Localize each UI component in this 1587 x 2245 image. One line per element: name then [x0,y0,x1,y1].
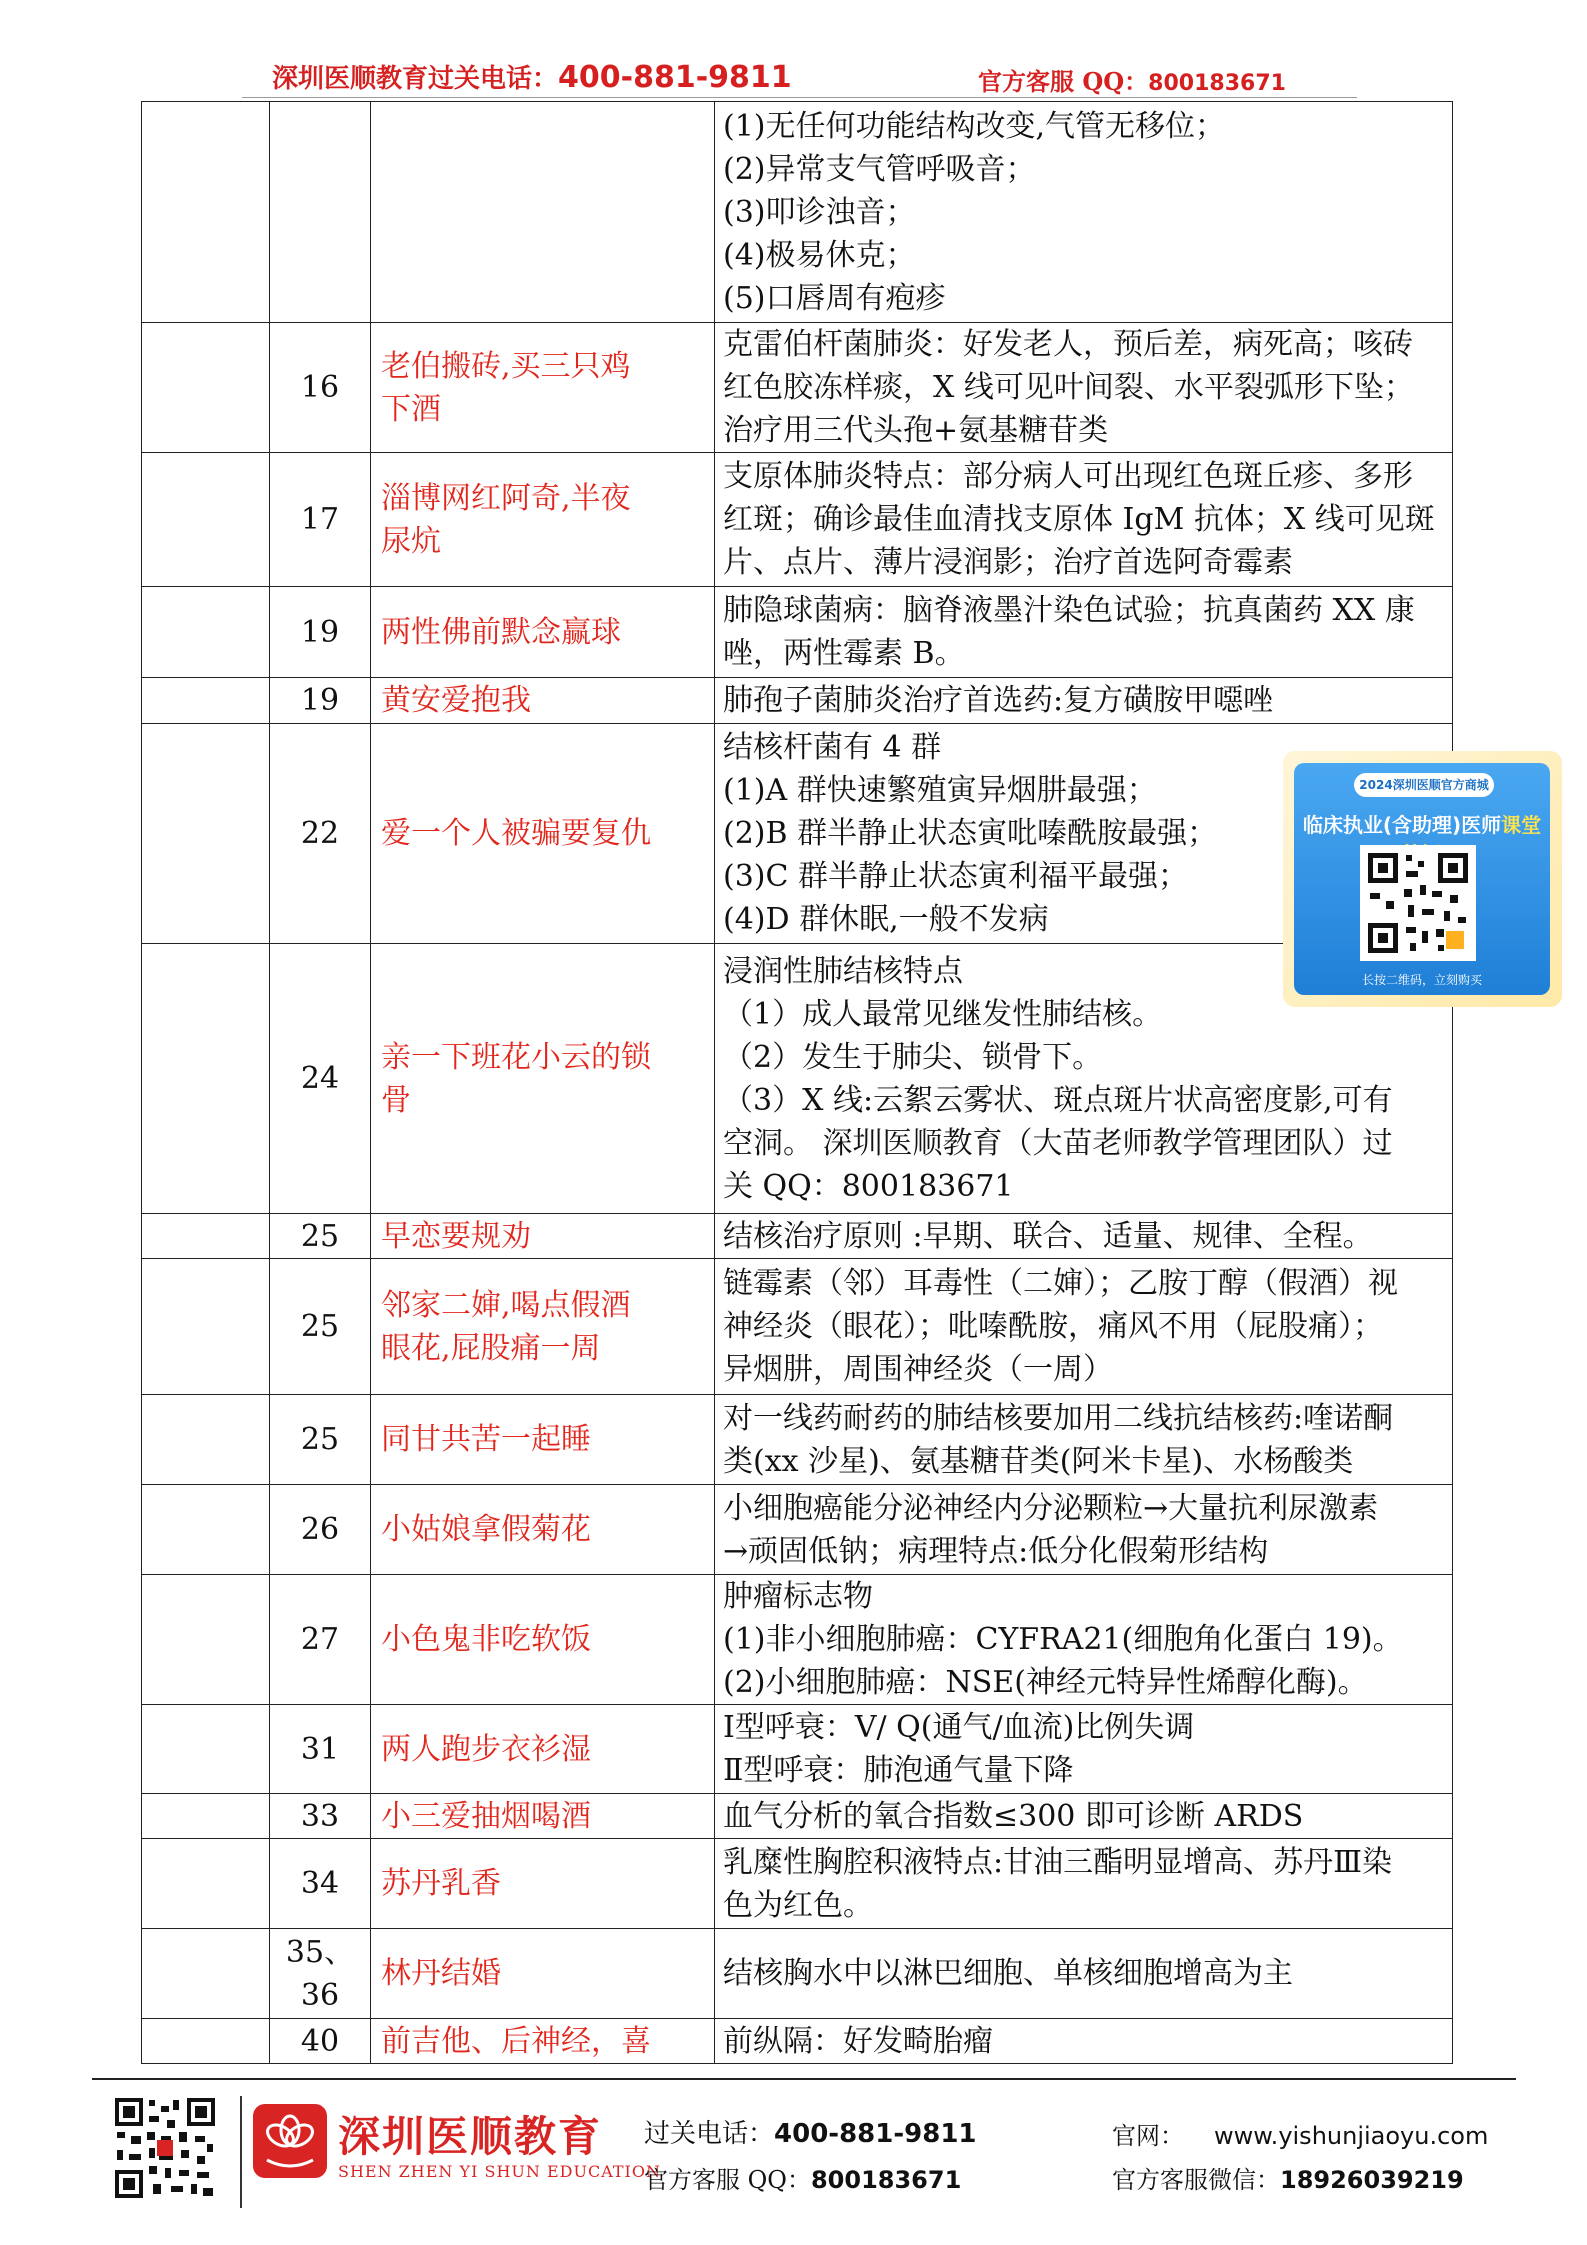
row-number-text: 33 [300,1798,340,1834]
footer-wechat-label: 官方客服微信： [1112,2166,1280,2194]
row-number-text: 25 [300,1218,340,1254]
blank-cell [142,2019,270,2064]
row-number [270,102,371,323]
content-line: 肺孢子菌肺炎治疗首选药:复方磺胺甲噁唑 [723,683,1274,718]
promo-card[interactable] [1283,751,1562,1007]
mnemonic-cell [371,1395,715,1485]
content-line: 克雷伯杆菌肺炎：好发老人，预后差，病死高；咳砖 [723,327,1413,362]
footer-qq [644,2160,961,2195]
table-row [142,944,1453,1214]
mnemonic-text: 前吉他、后神经，喜 [381,2023,651,2059]
content-line: 浸润性肺结核特点 [723,953,963,989]
content-line: (5)口唇周有疱疹 [723,280,946,316]
footer-qr-code-icon[interactable] [113,2096,217,2200]
mnemonic-cell [371,678,715,724]
content-line: 治疗用三代头孢+氨基糖苷类 [723,413,1109,448]
row-number [270,2019,371,2064]
content-cell [715,453,1453,587]
row-number-text: 35、 [285,1934,355,1970]
mnemonic-cell [371,1794,715,1839]
mnemonic-text: 小三爱抽烟喝酒 [381,1798,591,1834]
footer-wechat [1112,2160,1464,2195]
blank-cell [142,102,270,323]
row-number-text: 31 [300,1731,340,1767]
mnemonic-text: 亲一下班花小云的锁 [381,1039,651,1075]
row-number-text: 22 [300,816,340,851]
brand-name-en: SHEN ZHEN YI SHUN EDUCATION [338,2162,661,2181]
content-cell [715,1395,1453,1485]
table-row [142,678,1453,724]
table-row [142,1929,1453,2019]
content-cell [715,1705,1453,1794]
mnemonic-text: 两性佛前默念赢球 [381,614,621,650]
row-number [270,724,371,944]
content-line: →顽固低钠；病理特点:低分化假菊形结构 [723,1533,1269,1569]
mnemonic-cell [371,2019,715,2064]
row-number-text: 36 [300,1977,340,2013]
row-number-text: 25 [300,1309,340,1344]
content-line: 异烟肼，周围神经炎（一周） [723,1352,1113,1387]
row-number-text: 19 [300,614,340,650]
content-line: (2)小细胞肺癌：NSE(神经元特异性烯醇化酶)。 [723,1665,1368,1700]
row-number [270,944,371,1214]
content-line: 链霉素（邻）耳毒性（二婶）；乙胺丁醇（假酒）视 [723,1266,1398,1301]
mnemonic-text: 林丹结婚 [381,1956,501,1991]
footer-site-link[interactable]: www.yishunjiaoyu.com [1214,2122,1489,2150]
table-row [142,1794,1453,1839]
table-row [142,1395,1453,1485]
mnemonic-text: 尿炕 [381,523,441,559]
mnemonic-text: 早恋要规劝 [381,1218,531,1254]
content-line: 小细胞癌能分泌神经内分泌颗粒→大量抗利尿激素 [723,1490,1379,1526]
footer-phone-number[interactable]: 400-881-9811 [774,2119,977,2149]
content-line: 血气分析的氧合指数≤300 即可诊断 ARDS [723,1798,1304,1834]
blank-cell [142,1794,270,1839]
row-number-text: 27 [300,1622,340,1657]
content-line: 前纵隔：好发畸胎瘤 [723,2023,993,2059]
row-number-text: 26 [300,1512,340,1547]
content-line: 片、点片、薄片浸润影；治疗首选阿奇霉素 [723,545,1293,580]
mnemonic-cell [371,323,715,453]
blank-cell [142,678,270,724]
header-qq-number[interactable]: 800183671 [1148,71,1286,96]
content-cell [715,2019,1453,2064]
mnemonic-cell [371,1839,715,1929]
header-qq [978,62,1286,97]
header-phone-label: 深圳医顺教育过关电话： [272,64,559,94]
row-number-text: 16 [300,370,340,405]
content-cell [715,1929,1453,2019]
content-cell [715,1794,1453,1839]
content-line: 类(xx 沙星)、氨基糖苷类(阿米卡星)、水杨酸类 [723,1443,1354,1479]
row-number [270,453,371,587]
footer-divider [92,2078,1516,2080]
table-row [142,323,1453,453]
footer-separator [240,2096,242,2208]
content-line: Ⅱ型呼衰：肺泡通气量下降 [723,1753,1074,1788]
footer-qq-number[interactable]: 800183671 [810,2166,962,2194]
mnemonic-cell [371,1929,715,2019]
promo-hint: 长按二维码，立刻购买 [1361,973,1482,987]
mnemonic-cell [371,1214,715,1259]
footer-wechat-number[interactable]: 18926039219 [1280,2166,1464,2194]
row-number-text: 17 [300,502,340,537]
blank-cell [142,1839,270,1929]
content-cell [715,323,1453,453]
content-line: 红斑；确诊最佳血清找支原体 IgM 抗体；X 线可见斑 [723,502,1435,537]
table-row [142,1705,1453,1794]
row-number [270,1395,371,1485]
brand-name: 深圳医顺教育 [338,2112,603,2161]
content-line: （3）X 线:云絮云雾状、斑点斑片状高密度影,可有 [723,1082,1393,1118]
content-line: 对一线药耐药的肺结核要加用二线抗结核药:喹诺酮 [723,1400,1394,1436]
mnemonic-cell [371,1575,715,1705]
content-cell [715,1575,1453,1705]
content-line: 肺隐球菌病：脑脊液墨汁染色试验；抗真菌药 XX 康 [723,593,1415,628]
content-line: (3)叩诊浊音； [723,194,916,230]
blank-cell [142,1395,270,1485]
mnemonic-text: 骨 [381,1082,411,1118]
mnemonic-cell [371,1485,715,1575]
table-row [142,1839,1453,1929]
mnemonic-cell [371,1705,715,1794]
header-phone [272,58,792,95]
mnemonic-text: 黄安爱抱我 [381,683,531,718]
row-number [270,1705,371,1794]
table-row [142,724,1453,944]
blank-cell [142,1575,270,1705]
row-number [270,678,371,724]
content-line: （2）发生于肺尖、锁骨下。 [723,1039,1103,1075]
mnemonic-text: 邻家二婶,喝点假酒 [381,1287,631,1323]
content-line: (2)B 群半静止状态寅吡嗪酰胺最强； [723,816,1218,851]
mnemonic-text: 同甘共苦一起睡 [381,1422,591,1457]
mnemonic-text: 淄博网红阿奇,半夜 [381,480,631,516]
content-line: 空洞。 深圳医顺教育（大苗老师教学管理团队）过 [723,1125,1393,1161]
content-line: (1)非小细胞肺癌：CYFRA21(细胞角化蛋白 19)。 [723,1622,1403,1657]
footer-site [1112,2116,1488,2151]
table-row [142,1485,1453,1575]
content-line: 肿瘤标志物 [723,1579,873,1614]
footer-phone [644,2113,977,2150]
blank-cell [142,1485,270,1575]
row-number-text: 19 [300,683,340,718]
mnemonic-text: 两人跑步衣衫湿 [381,1731,591,1767]
content-line: (4)极易休克； [723,237,916,273]
mnemonic-table [141,101,1453,2064]
blank-cell [142,1929,270,2019]
table-row [142,587,1453,678]
header-divider [242,97,1357,98]
mnemonic-cell [371,587,715,678]
content-line: （1）成人最常见继发性肺结核。 [723,996,1163,1032]
content-cell [715,587,1453,678]
row-number-text: 24 [300,1061,340,1096]
table-row [142,2019,1453,2064]
row-number-text: 34 [300,1866,340,1901]
row-number [270,1794,371,1839]
footer-site-label: 官网： [1112,2122,1184,2150]
content-line: (1)A 群快速繁殖寅异烟肼最强； [723,773,1157,808]
promo-tag: 2024深圳医顺官方商城 [1354,773,1494,797]
table-row [142,453,1453,587]
content-line: 关 QQ：800183671 [723,1168,1014,1204]
content-line: 结核治疗原则 :早期、联合、适量、规律、全程。 [723,1218,1373,1254]
row-number [270,1485,371,1575]
content-line: 结核胸水中以淋巴细胞、单核细胞增高为主 [723,1956,1293,1991]
content-line: (4)D 群休眠,一般不发病 [723,902,1049,937]
table-row [142,1259,1453,1395]
row-number [270,1259,371,1395]
content-line: (3)C 群半静止状态寅利福平最强； [723,859,1188,894]
mnemonic-text: 下酒 [381,391,441,427]
blank-cell [142,1214,270,1259]
mnemonic-cell [371,453,715,587]
table-row [142,1214,1453,1259]
content-line: (2)异常支气管呼吸音； [723,151,1036,187]
promo-title-main: 临床执业(含助理)医师 [1302,813,1502,837]
content-cell [715,1214,1453,1259]
mnemonic-text: 小色鬼非吃软饭 [381,1622,591,1657]
blank-cell [142,724,270,944]
content-line: Ⅰ型呼衰：V/ Q(通气/血流)比例失调 [723,1710,1195,1745]
content-line: 神经炎（眼花）；吡嗪酰胺，痛风不用（屁股痛）； [723,1309,1383,1344]
mnemonic-cell [371,102,715,323]
row-number [270,587,371,678]
content-cell [715,1839,1453,1929]
header-phone-number[interactable]: 400-881-9811 [558,60,792,95]
promo-title-highlight: 课堂 [1501,813,1542,837]
row-number [270,1839,371,1929]
row-number [270,1214,371,1259]
mnemonic-cell [371,1259,715,1395]
table-row [142,102,1453,323]
content-line: 红色胶冻样痰，X 线可见叶间裂、水平裂弧形下坠； [723,370,1414,405]
content-line: (1)无任何功能结构改变,气管无移位； [723,108,1226,144]
content-line: 乳糜性胸腔积液特点:甘油三酯明显增高、苏丹Ⅲ染 [723,1844,1393,1880]
mnemonic-cell [371,944,715,1214]
row-number-text: 25 [300,1422,340,1457]
mnemonic-text: 苏丹乳香 [381,1866,501,1901]
qr-code-icon[interactable] [1360,845,1476,961]
footer-qq-label: 官方客服 QQ： [644,2166,811,2194]
footer-phone-label: 过关电话： [644,2119,775,2149]
blank-cell [142,1705,270,1794]
row-number [270,323,371,453]
content-line: 唑，两性霉素 B。 [723,636,965,671]
blank-cell [142,323,270,453]
blank-cell [142,944,270,1214]
page-header [0,58,1587,98]
row-number [270,1929,371,2019]
content-line: 色为红色。 [723,1887,873,1923]
content-line: 支原体肺炎特点：部分病人可出现红色斑丘疹、多形 [723,459,1413,494]
header-qq-label: 官方客服 QQ： [978,67,1149,96]
blank-cell [142,587,270,678]
content-cell [715,102,1453,323]
blank-cell [142,453,270,587]
content-cell [715,678,1453,724]
content-cell [715,1485,1453,1575]
promo-card-panel [1294,763,1550,995]
mnemonic-cell [371,724,715,944]
mnemonic-text: 爱一个人被骗要复仇 [381,816,651,851]
mnemonic-text: 眼花,屁股痛一周 [381,1330,601,1366]
content-cell [715,1259,1453,1395]
row-number-text: 40 [300,2023,340,2059]
content-line: 结核杆菌有 4 群 [723,730,942,765]
brand-logo-icon [253,2104,327,2178]
table-row [142,1575,1453,1705]
mnemonic-text: 老伯搬砖,买三只鸡 [381,348,631,384]
mnemonic-text: 小姑娘拿假菊花 [381,1512,591,1547]
row-number [270,1575,371,1705]
blank-cell [142,1259,270,1395]
